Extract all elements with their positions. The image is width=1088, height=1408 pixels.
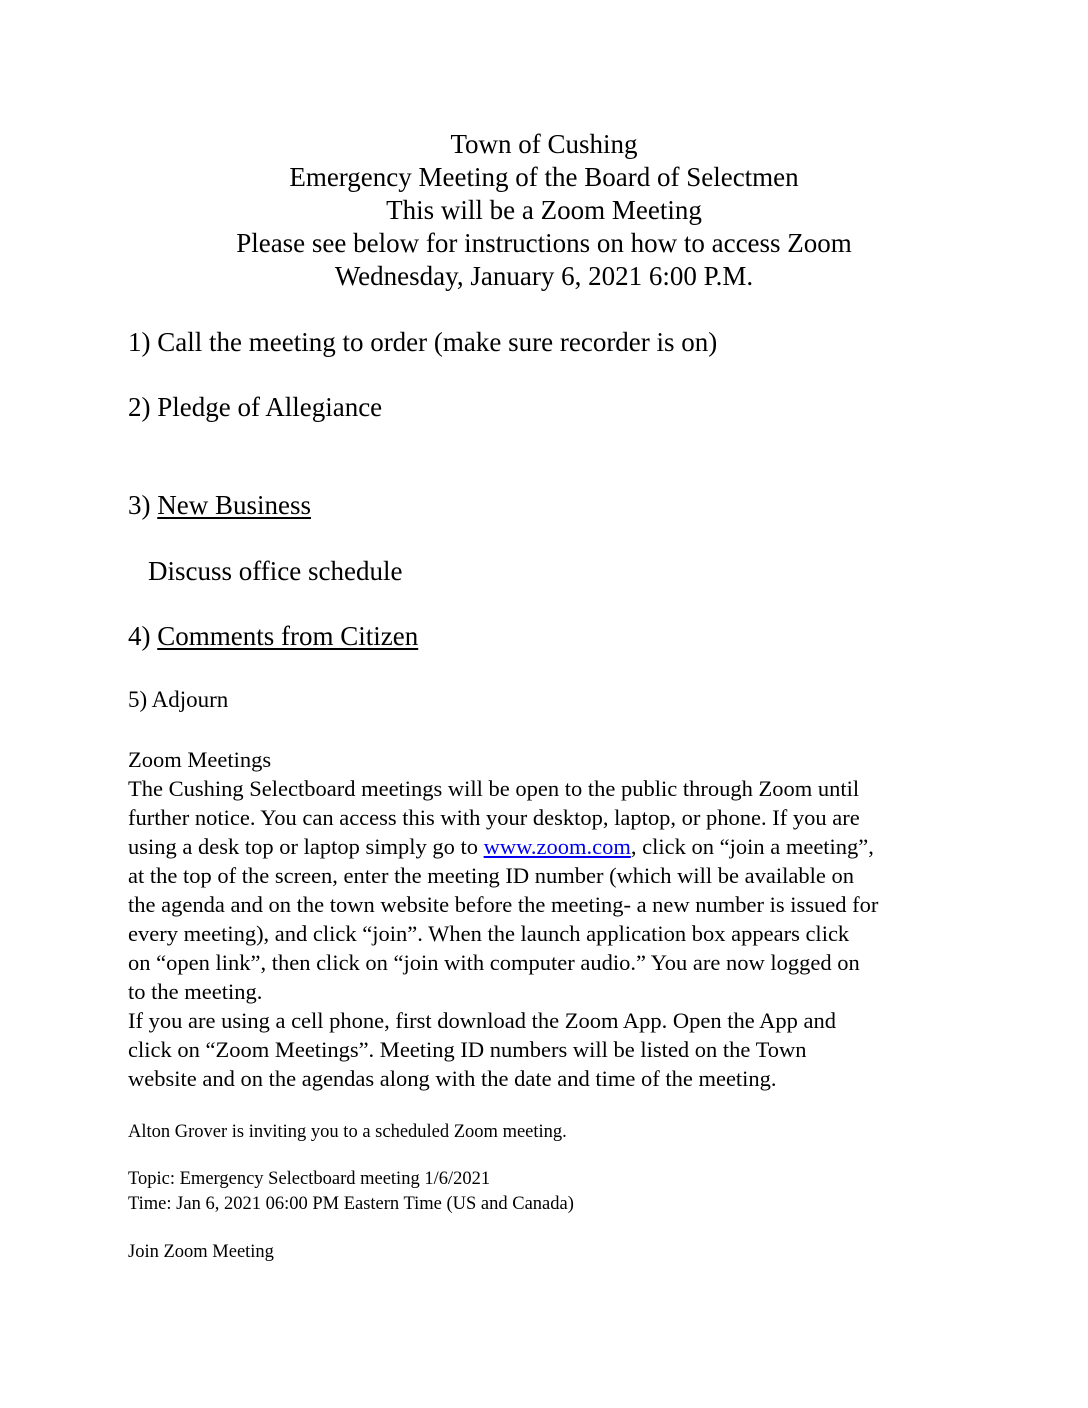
zoom-text-line: at the top of the screen, enter the meeting ID number (which will be available on: [128, 863, 854, 888]
meeting-format: This will be a Zoom Meeting: [386, 195, 702, 225]
town-name: Town of Cushing: [450, 129, 638, 159]
agenda-item-1: 1) Call the meeting to order (make sure recorder is on): [128, 327, 718, 357]
zoom-text-fragment: , click on “join a meeting”,: [630, 834, 874, 859]
document-header: [0, 128, 1088, 293]
invite-intro: Alton Grover is inviting you to a scheduled Zoom meeting.: [128, 1122, 567, 1142]
agenda-item-4-number: 4): [128, 621, 158, 651]
zoom-website-link[interactable]: www.zoom.com: [483, 834, 631, 859]
agenda-item-3: [128, 489, 311, 521]
zoom-instructions: [128, 745, 988, 1093]
access-note: Please see below for instructions on how to access Zoom: [236, 228, 852, 258]
invite-time: Time: Jan 6, 2021 06:00 PM Eastern Time (US and Canada): [128, 1194, 574, 1214]
zoom-text-line: [128, 832, 988, 861]
zoom-text-line: If you are using a cell phone, first download the Zoom App. Open the App and: [128, 1008, 836, 1033]
agenda-item-3-number: 3): [128, 490, 158, 520]
zoom-text-line: to the meeting.: [128, 979, 263, 1004]
invite-topic: Topic: Emergency Selectboard meeting 1/6/2021: [128, 1169, 491, 1189]
agenda-item-4-title: Comments from Citizen: [157, 621, 419, 651]
zoom-heading: Zoom Meetings: [128, 747, 272, 772]
agenda-item-3-title: New Business: [157, 490, 311, 520]
agenda-item-4: [128, 620, 418, 652]
zoom-text-line: click on “Zoom Meetings”. Meeting ID numbers will be listed on the Town: [128, 1037, 807, 1062]
zoom-text-line: the agenda and on the town website before the meeting- a new number is issued for: [128, 892, 879, 917]
agenda-item-2: 2) Pledge of Allegiance: [128, 392, 383, 422]
agenda-item-5: 5) Adjourn: [128, 687, 229, 712]
zoom-text-fragment: using a desk top or laptop simply go to: [128, 834, 484, 859]
meeting-title: Emergency Meeting of the Board of Selectmen: [289, 162, 799, 192]
zoom-text-line: on “open link”, then click on “join with computer audio.” You are now logged on: [128, 950, 860, 975]
zoom-text-line: The Cushing Selectboard meetings will be open to the public through Zoom until: [128, 776, 860, 801]
join-zoom-meeting-label: Join Zoom Meeting: [128, 1242, 274, 1262]
zoom-text-line: further notice. You can access this with your desktop, laptop, or phone. If you are: [128, 805, 860, 830]
zoom-text-line: every meeting), and click “join”. When the launch application box appears click: [128, 921, 850, 946]
meeting-date: Wednesday, January 6, 2021 6:00 P.M.: [334, 261, 754, 291]
agenda-subitem-office-schedule: Discuss office schedule: [148, 556, 403, 586]
zoom-text-line: website and on the agendas along with the date and time of the meeting.: [128, 1066, 777, 1091]
